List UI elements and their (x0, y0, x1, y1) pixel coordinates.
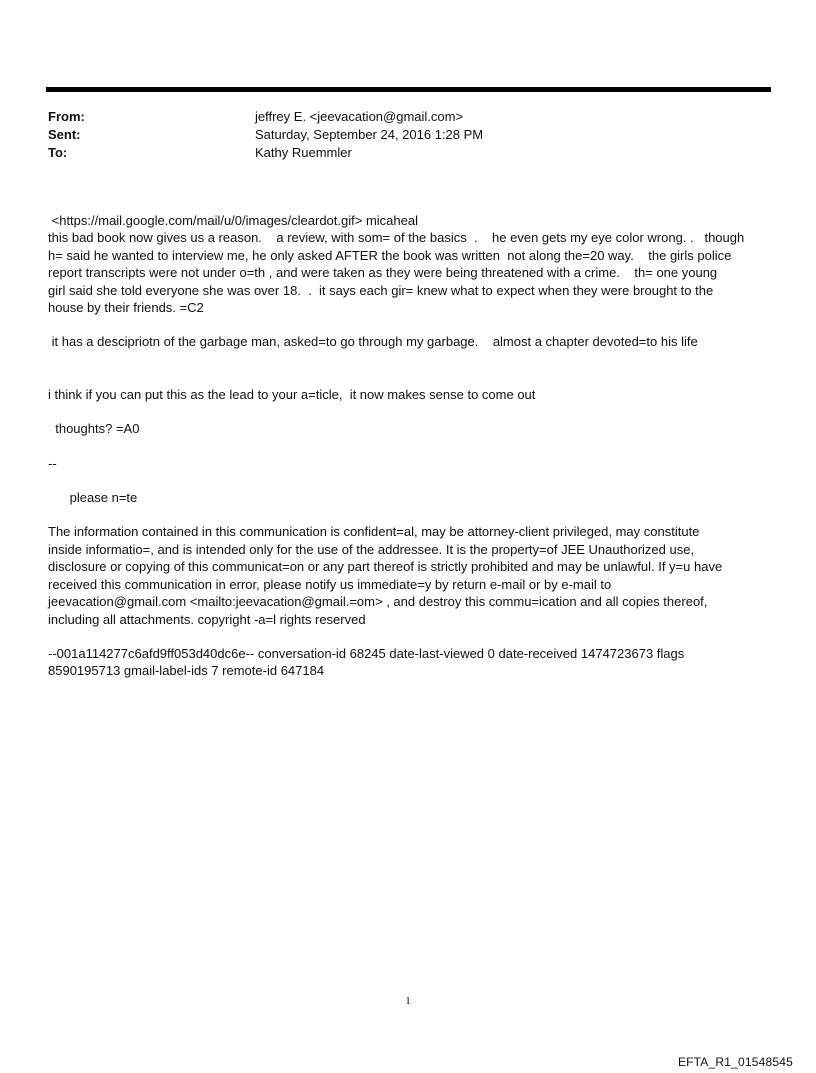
body-line: h= said he wanted to interview me, he only asked AFTER the book was written not along the=20 way. the girls police (48, 247, 732, 263)
email-body (48, 212, 773, 680)
body-paragraph-thoughts: thoughts? =A0 (48, 421, 140, 437)
body-paragraph-garbage: it has a descipriotn of the garbage man, asked=to go through my garbage. almost a chapter devoted=to his life (48, 334, 698, 350)
body-line: house by their friends. =C2 (48, 300, 204, 316)
disclaimer-line: including all attachments. copyright -a=l rights reserved (48, 611, 366, 627)
disclaimer-line: received this communication in error, please notify us immediate=y by return e-mail or by e-mail to (48, 576, 612, 592)
body-line: <https://mail.google.com/mail/u/0/images/cleardot.gif> micaheal (48, 213, 418, 228)
header-rule (46, 87, 771, 92)
page-number: 1 (405, 995, 411, 1007)
body-paragraph-lead: i think if you can put this as the lead to your a=ticle, it now makes sense to come out (48, 386, 536, 402)
to-label: To: (48, 145, 68, 160)
disclaimer (48, 523, 773, 627)
disclaimer-line: jeevacation@gmail.com <mailto:jeevacation@gmail.=om> , and destroy this commu=ication and all copies thereof, (48, 594, 708, 610)
body-line: report transcripts were not under o=th , and were taken as they were being threatened with a crime. th= one young (48, 265, 718, 281)
to-value: Kathy Ruemmler (255, 145, 352, 160)
disclaimer-line: inside informatio=, and is intended only for the use of the addressee. It is the property=of JEE Unauthorized use, (48, 541, 695, 557)
sent-label: Sent: (48, 127, 81, 142)
signature-separator: -- (48, 455, 57, 471)
sent-row (48, 126, 483, 144)
sent-value: Saturday, September 24, 2016 1:28 PM (255, 127, 484, 142)
metadata-line: --001a114277c6afd9ff053d40dc6e-- conversation-id 68245 date-last-viewed 0 date-received 1474723673 flags (48, 645, 685, 661)
from-row (48, 108, 483, 126)
metadata-block (48, 645, 773, 680)
body-line: girl said she told everyone she was over 18. . it says each gir= knew what to expect when they were brought to the (48, 282, 714, 298)
please-note: please n=te (48, 490, 138, 506)
from-label: From: (48, 109, 85, 124)
bates-number: EFTA_R1_01548545 (677, 1055, 793, 1069)
to-row (48, 144, 483, 162)
email-header (48, 108, 483, 162)
disclaimer-line: disclosure or copying of this communicat=on or any part thereof is strictly prohibited and may be unlawful. If y=u have (48, 559, 723, 575)
from-value: jeffrey E. <jeevacation@gmail.com> (255, 109, 464, 124)
body-line: this bad book now gives us a reason. a review, with som= of the basics . he even gets my eye color wrong. . though (48, 230, 745, 246)
metadata-line: 8590195713 gmail-label-ids 7 remote-id 647184 (48, 663, 325, 679)
disclaimer-line: The information contained in this communication is confident=al, may be attorney-client privileged, may constitute (48, 524, 700, 540)
